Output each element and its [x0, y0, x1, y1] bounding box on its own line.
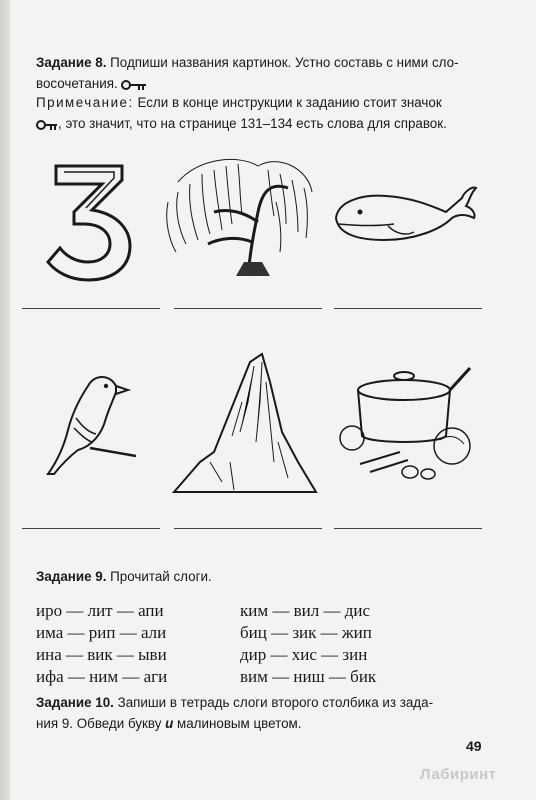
digit-three-picture	[44, 158, 134, 283]
syllable-row: ифа — ним — аги	[36, 667, 168, 686]
watermark: Лабиринт	[420, 766, 497, 783]
task8-label: Задание 8.	[36, 55, 107, 70]
willow-tree-picture	[158, 152, 318, 280]
task8-text: Подпиши названия картинок. Устно составь с ними сло-	[106, 55, 459, 70]
syllable-row: дир — хис — зин	[240, 645, 368, 664]
note-text-line1: Если в конце инструкции к заданию стоит значок	[133, 95, 442, 110]
syllable-row: има — рип — али	[36, 623, 167, 642]
answer-line[interactable]	[22, 308, 160, 309]
syllable-row: вим — ниш — бик	[240, 667, 377, 686]
task9-label: Задание 9.	[36, 569, 107, 584]
bird-picture	[40, 368, 136, 480]
note-label: Примечание:	[36, 95, 134, 110]
task9-text: Прочитай слоги.	[106, 569, 212, 584]
answer-line[interactable]	[334, 528, 482, 529]
syllable-row: ина — вик — ыви	[36, 645, 167, 664]
answer-line[interactable]	[174, 528, 322, 529]
task10-letter: и	[165, 716, 174, 731]
task10-text-line1: Запиши в тетрадь слоги второго столбика из зада-	[113, 695, 434, 710]
task8-instruction	[36, 52, 491, 97]
page-number: 49	[466, 738, 482, 754]
note-paragraph	[36, 92, 491, 137]
syllable-row: ким — вил — дис	[240, 601, 371, 620]
task10-instruction	[36, 692, 491, 734]
task8-text-cont: восочетания.	[36, 76, 118, 91]
task10-label: Задание 10.	[36, 695, 114, 710]
pot-and-vegetables-picture	[330, 360, 480, 490]
syllable-row: иро — лит — апи	[36, 601, 164, 620]
task10-text-line2a: ния 9. Обведи букву	[36, 716, 166, 731]
whale-picture	[330, 178, 478, 250]
key-icon	[36, 116, 58, 137]
answer-line[interactable]	[22, 528, 160, 529]
answer-line[interactable]	[174, 308, 322, 309]
task9-instruction	[36, 566, 491, 587]
syllable-row: биц — зик — жип	[240, 623, 372, 642]
task10-text-line2b: малиновым цветом.	[173, 716, 302, 731]
answer-line[interactable]	[334, 308, 482, 309]
mountain-picture	[170, 352, 320, 500]
note-text-line2: , это значит, что на странице 131–134 есть слова для справок.	[58, 116, 447, 131]
